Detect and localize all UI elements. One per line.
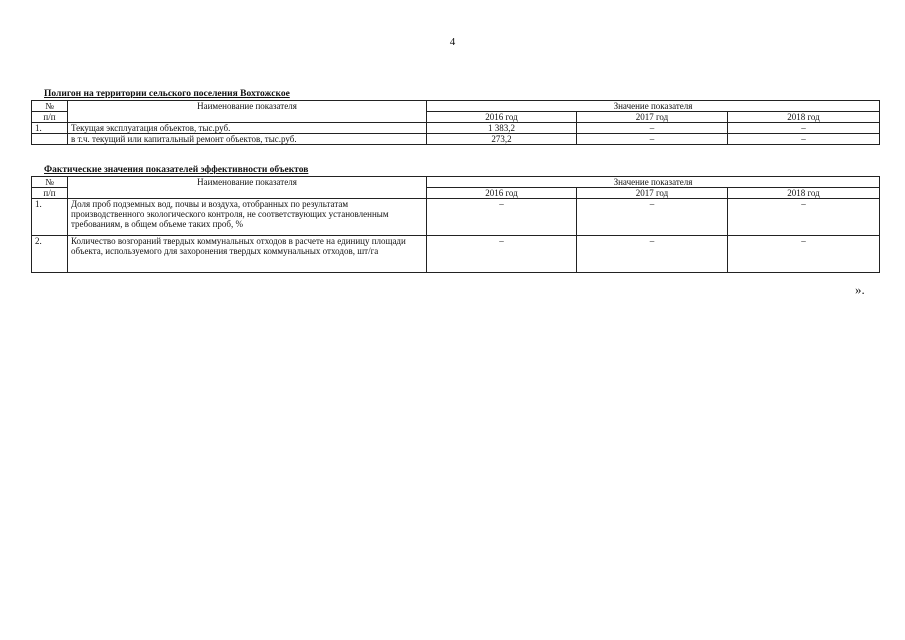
table-row	[32, 134, 880, 145]
header-value: Значение показателя	[427, 101, 880, 112]
header-year-2017: 2017 год	[577, 188, 728, 199]
header-year-2016: 2016 год	[427, 188, 577, 199]
page-number: 4	[449, 36, 456, 48]
table2-efficiency	[31, 176, 880, 273]
table-row	[32, 199, 880, 236]
closing-quote-mark: ».	[855, 282, 865, 297]
table-row	[32, 123, 880, 134]
row-value-2017: –	[577, 236, 728, 273]
header-num-sub: п/п	[32, 112, 68, 123]
table1-financial	[31, 100, 880, 145]
header-year-2016: 2016 год	[427, 112, 577, 123]
row-value-2016: –	[427, 199, 577, 236]
table-row	[32, 236, 880, 273]
header-year-2017: 2017 год	[577, 112, 728, 123]
header-num: №	[32, 101, 68, 112]
header-name: Наименование показателя	[68, 177, 427, 199]
row-value-2017: –	[577, 123, 728, 134]
header-year-2018: 2018 год	[728, 112, 880, 123]
header-year-2018: 2018 год	[728, 188, 880, 199]
table1-title: Полигон на территории сельского поселения Вохтожское	[44, 89, 290, 99]
row-num	[32, 134, 68, 145]
row-value-2016: 1 383,2	[427, 123, 577, 134]
row-num: 1.	[32, 199, 68, 236]
row-num: 2.	[32, 236, 68, 273]
row-value-2018: –	[728, 123, 880, 134]
header-value: Значение показателя	[427, 177, 880, 188]
row-value-2018: –	[728, 199, 880, 236]
row-value-2018: –	[728, 134, 880, 145]
header-num: №	[32, 177, 68, 188]
table2-title: Фактические значения показателей эффективности объектов	[44, 165, 309, 175]
row-value-2018: –	[728, 236, 880, 273]
row-num: 1.	[32, 123, 68, 134]
row-value-2017: –	[577, 199, 728, 236]
header-name: Наименование показателя	[68, 101, 427, 123]
row-value-2016: 273,2	[427, 134, 577, 145]
row-value-2017: –	[577, 134, 728, 145]
row-name: Количество возгораний твердых коммунальных отходов в расчете на единицу площади объекта, используемого для захоронения твердых коммунальных отходов, шт/га	[68, 236, 427, 273]
row-name: Доля проб подземных вод, почвы и воздуха, отобранных по результатам производственного экологического контроля, не соответствующих установленным требованиям, в общем объеме таких проб, %	[68, 199, 427, 236]
header-num-sub: п/п	[32, 188, 68, 199]
row-name: Текущая эксплуатация объектов, тыс.руб.	[68, 123, 427, 134]
row-value-2016: –	[427, 236, 577, 273]
row-name: в т.ч. текущий или капитальный ремонт объектов, тыс.руб.	[68, 134, 427, 145]
